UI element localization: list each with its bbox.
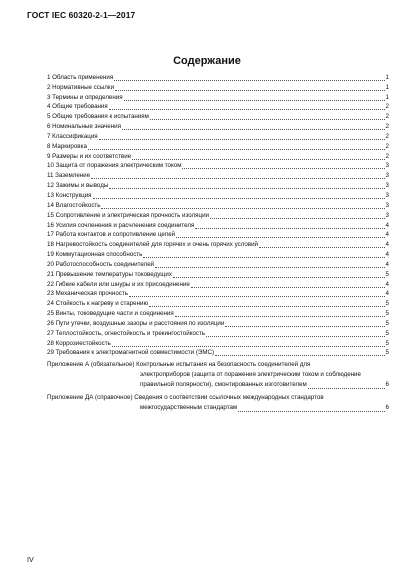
leader-dots — [101, 202, 384, 209]
table-of-contents — [47, 72, 389, 413]
toc-entry[interactable] — [47, 200, 389, 210]
toc-entry-page: 2 — [385, 152, 389, 160]
leader-dots — [173, 271, 385, 278]
toc-entry-label: 10 Защита от поражения электрическим током — [47, 162, 182, 170]
leader-dots — [115, 84, 384, 91]
leader-dots — [149, 300, 384, 307]
leader-dots — [91, 172, 384, 179]
leader-dots — [124, 94, 385, 101]
toc-entry-label: 9 Размеры и их соответствие — [47, 152, 132, 160]
toc-entry[interactable] — [47, 259, 389, 269]
toc-entry-label: 8 Маркировка — [47, 142, 87, 150]
toc-entry[interactable] — [47, 279, 389, 289]
toc-entry[interactable] — [47, 318, 389, 328]
toc-entry-page: 4 — [385, 251, 389, 259]
toc-entry[interactable] — [47, 161, 389, 171]
toc-entry[interactable] — [47, 269, 389, 279]
toc-entry-page: 2 — [385, 132, 389, 140]
toc-entry-label: 5 Общие требования к испытаниям — [47, 113, 149, 121]
leader-dots — [195, 222, 384, 229]
leader-dots — [259, 241, 385, 248]
leader-dots — [215, 349, 385, 356]
leader-dots — [109, 182, 384, 189]
leader-dots — [112, 340, 385, 347]
leader-dots — [238, 405, 384, 412]
toc-entry[interactable] — [47, 72, 389, 82]
leader-dots — [225, 320, 384, 327]
toc-entry-label: 12 Зажимы и выводы — [47, 182, 109, 190]
toc-entry[interactable] — [47, 102, 389, 112]
page-number: IV — [27, 557, 34, 564]
toc-entry-page: 3 — [385, 201, 389, 209]
toc-entry-label: 11 Заземление — [47, 172, 91, 180]
toc-entry-label: 14 Влагостойкость — [47, 201, 101, 209]
toc-entry-label: 13 Конструкция — [47, 191, 92, 199]
appendix-da-line-1: Приложение ДА (справочное) Сведения о соответствии ссылочных международных стандартов — [47, 394, 324, 401]
toc-entry[interactable] — [47, 298, 389, 308]
toc-entry-page: 5 — [385, 339, 389, 347]
document-header: ГОСТ IEC 60320-2-1—2017 — [27, 10, 136, 20]
toc-entry[interactable] — [47, 141, 389, 151]
appendix-a-line-3: правильной полярности), смонтированных изготовителем — [140, 381, 307, 389]
toc-entry-label: 16 Усилия сочленения и расчленения соединителя — [47, 221, 195, 229]
toc-entry-label: 1 Область применения — [47, 73, 114, 81]
toc-entry-label: 20 Работоспособность соединителей — [47, 260, 155, 268]
toc-entry-page: 4 — [385, 260, 389, 268]
toc-entry-page: 5 — [385, 329, 389, 337]
toc-entry[interactable] — [47, 190, 389, 200]
toc-entry[interactable] — [47, 249, 389, 259]
toc-entry-label: 2 Нормативные ссылки — [47, 83, 115, 91]
toc-entry-label: 27 Теплостойкость, огнестойкость и трекингостойкость — [47, 329, 206, 337]
toc-appendix-da[interactable] — [47, 393, 389, 413]
leader-dots — [308, 382, 385, 389]
toc-entry[interactable] — [47, 338, 389, 348]
leader-dots — [129, 290, 385, 297]
toc-entry-label: 19 Коммутационная способность — [47, 251, 143, 259]
page-title: Содержание — [173, 55, 241, 67]
toc-entry[interactable] — [47, 151, 389, 161]
toc-entry-page: 5 — [385, 349, 389, 357]
toc-entry-page: 3 — [385, 162, 389, 170]
leader-dots — [122, 123, 385, 130]
toc-entry-label: 29 Требования к электромагнитной совместимости (ЭМС) — [47, 349, 215, 357]
leader-dots — [132, 153, 384, 160]
toc-entry[interactable] — [47, 328, 389, 338]
toc-entry-page: 3 — [385, 182, 389, 190]
toc-entry-label: 21 Превышение температуры токоведущих — [47, 270, 172, 278]
toc-entry-label: 18 Нагревостойкость соединителей для горячих и очень горячих условий — [47, 241, 259, 249]
toc-entry[interactable] — [47, 82, 389, 92]
toc-entry-label: 4 Общие требования — [47, 103, 108, 111]
leader-dots — [114, 74, 384, 81]
toc-entry[interactable] — [47, 289, 389, 299]
toc-entry-page: 4 — [385, 241, 389, 249]
leader-dots — [150, 113, 385, 120]
toc-entry-label: 24 Стойкость к нагреву и старению — [47, 300, 149, 308]
toc-entry[interactable] — [47, 111, 389, 121]
toc-entry[interactable] — [47, 348, 389, 358]
toc-entry[interactable] — [47, 131, 389, 141]
toc-entry-label: 15 Сопротивление и электрическая прочность изоляции — [47, 211, 209, 219]
leader-dots — [191, 281, 385, 288]
toc-entry-label: 22 Гибкие кабели или шнуры и их присоединение — [47, 280, 190, 288]
toc-entry-page: 1 — [385, 73, 389, 81]
toc-entry[interactable] — [47, 230, 389, 240]
appendix-da-line-2: межгосударственным стандартам — [140, 403, 238, 411]
toc-entry-page: 3 — [385, 191, 389, 199]
toc-entry[interactable] — [47, 239, 389, 249]
leader-dots — [109, 103, 385, 110]
toc-entry-label: 7 Классификация — [47, 132, 98, 140]
toc-entry-page: 2 — [385, 123, 389, 131]
toc-entry[interactable] — [47, 308, 389, 318]
leader-dots — [143, 251, 384, 258]
appendix-da-page: 6 — [385, 403, 389, 411]
leader-dots — [175, 310, 385, 317]
leader-dots — [210, 212, 385, 219]
toc-entry-page: 5 — [385, 319, 389, 327]
toc-entry[interactable] — [47, 92, 389, 102]
toc-entry[interactable] — [47, 121, 389, 131]
toc-entry-label: 28 Коррозиестойкость — [47, 339, 111, 347]
toc-entry-label: 25 Винты, токоведущие части и соединения — [47, 310, 174, 318]
toc-entry-page: 2 — [385, 103, 389, 111]
toc-appendix-a[interactable] — [47, 360, 389, 390]
toc-entry[interactable] — [47, 210, 389, 220]
toc-entry-page: 4 — [385, 221, 389, 229]
toc-entry[interactable] — [47, 220, 389, 230]
toc-entry-page: 2 — [385, 113, 389, 121]
toc-entry-page: 3 — [385, 211, 389, 219]
toc-entry-label: 17 Работа контактов и сопротивление цепей — [47, 231, 176, 239]
leader-dots — [88, 143, 385, 150]
appendix-a-line-1: Приложение А (обязательное) Контрольные испытания на безопасность соединителей для — [47, 361, 311, 369]
toc-entry-page: 5 — [385, 300, 389, 308]
leader-dots — [93, 192, 385, 199]
toc-entry-label: 6 Номинальные значения — [47, 123, 121, 131]
leader-dots — [182, 162, 384, 169]
toc-entry-page: 4 — [385, 280, 389, 288]
toc-entry-page: 1 — [385, 83, 389, 91]
toc-entry-page: 4 — [385, 290, 389, 298]
leader-dots — [206, 330, 384, 337]
toc-entry-page: 5 — [385, 310, 389, 318]
leader-dots — [99, 133, 385, 140]
appendix-a-line-2: электроприборов (защита от поражения электрическим током и соблюдение — [140, 371, 361, 379]
toc-entry[interactable] — [47, 180, 389, 190]
leader-dots — [176, 231, 384, 238]
toc-entry-page: 4 — [385, 231, 389, 239]
toc-entry-page: 3 — [385, 172, 389, 180]
toc-entry-page: 1 — [385, 93, 389, 101]
toc-entry-page: 5 — [385, 270, 389, 278]
toc-entry-page: 2 — [385, 142, 389, 150]
appendix-a-page: 6 — [385, 381, 389, 389]
leader-dots — [155, 261, 384, 268]
toc-entry[interactable] — [47, 170, 389, 180]
toc-entry-label: 3 Термины и определения — [47, 93, 123, 101]
toc-entry-label: 23 Механическая прочность — [47, 290, 128, 298]
toc-entry-label: 26 Пути утечки, воздушные зазоры и расстояния по изоляции — [47, 319, 225, 327]
